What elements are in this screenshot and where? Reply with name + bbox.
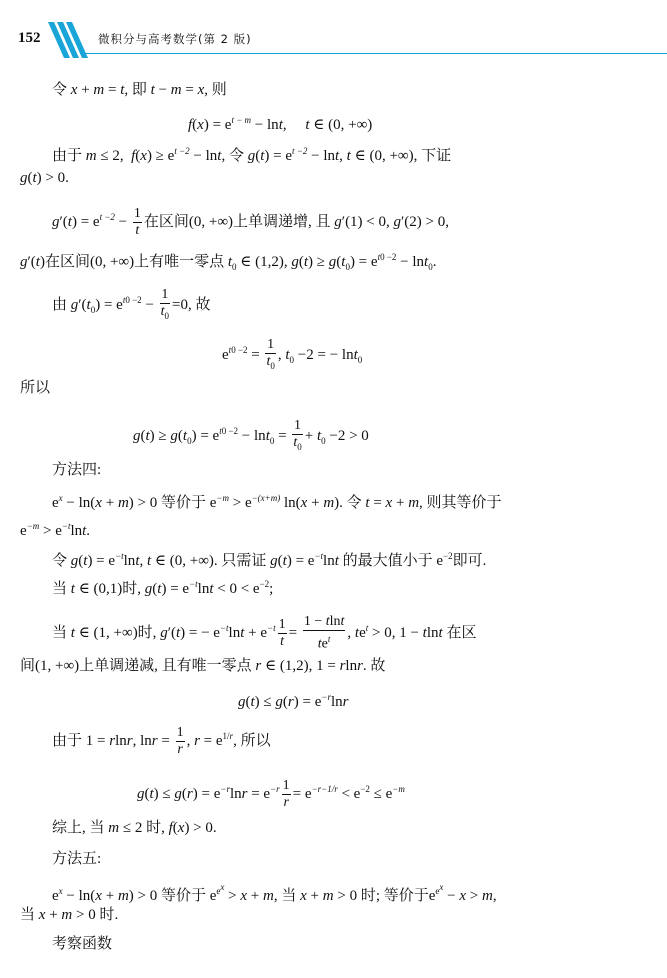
text-line-21: 综上, 当 m ≤ 2 时, f(x) > 0. [52, 820, 217, 836]
text-line-5: $g'(t) = e^{t -2}$ − $\frac{1}{t}$ 在区间(0, +∞)上单调递增, 且 g′(1) < 0, g′(2) > 0, [52, 206, 449, 238]
method-five-heading: 方法五: [52, 851, 102, 867]
text-line-13: $e^{-m} > e^{-t}\ln t$. [20, 521, 91, 539]
equation-g-bound: $g(t) \ge g(t_0) = e^{t0 -2} - \ln t_0$ = $\frac{1}{t_0}$ + $t_0 -2 > 0$ [133, 418, 369, 452]
text-line-12: $e^x - \ln(x + m) > 0$ 等价于 $e^{-m} > e^{-(x+m)}$ ln(x + m). 令 t = x + m, 则其等价于 [52, 493, 502, 511]
page-header [0, 0, 667, 62]
text-line-1: 令 x + m = t, 即 t − m = x, 则 [52, 82, 227, 98]
text-line-25: 考察函数 [52, 936, 113, 952]
header-rule [80, 53, 667, 54]
text-line-4: g(t) > 0. [20, 170, 69, 186]
equation-g-r: $g(t) \le g(r) = e^{-r}\ln r$ [238, 692, 349, 710]
equation-t0: $e^{t0 -2}$ = $\frac{1}{t_0}$ , $t_0 -2$ = − lnt$_0$ [222, 337, 363, 371]
equation-final-bound: $g(t) \le g(r) = e^{-r}\ln r = e^{-r}$ $\frac{1}{r}$ = $e^{-r-1/r} < e^{-2} \le e^{-m}$ [137, 778, 405, 810]
book-title: 微积分与高考数学(第 2 版) [98, 32, 252, 46]
text-line-14: 令 $g(t) = e^{-t}\ln t$, t ∈ (0, +∞). 只需证 $g(t) = e^{-t}\ln t$ 的最大值小于 $e^{-2}$即可. [52, 551, 487, 569]
page-number: 152 [18, 30, 41, 46]
text-line-16: 当 t ∈ (1, +∞)时, g′(t) = − $e^{-t}\ln t + e^{-t}$ $\frac{1}{t}$ = 1 − tlnt $te^t$ , $te^t > 0$, 1 − tlnt 在区 [52, 614, 477, 652]
text-line-17: 间(1, +∞)上单调递减, 且有唯一零点 r ∈ (1,2), 1 = rlnr. 故 [20, 658, 386, 674]
equation-f: $f(x) = e^{t - m} - \ln t$, t ∈ (0, +∞) [188, 115, 373, 133]
text-line-19: 由于 1 = rlnr, lnr = $\frac{1}{r}$ , $r = e^{1/r}$, 所以 [52, 725, 271, 757]
text-line-6: g′(t)在区间(0, +∞)上有唯一零点 $t_0$ ∈ (1,2), $g(t) \ge g(t_0) = e^{t0 -2} - \ln t_0$. [20, 252, 437, 272]
method-four-heading: 方法四: [52, 462, 102, 478]
text-line-3: 由于 m ≤ 2, $f(x) \ge e^{t -2} - \ln t$, 令 $g(t) = e^{t -2} - \ln t$, t ∈ (0, +∞), 下证 [52, 146, 452, 164]
text-line-15: 当 t ∈ (0,1)时, $g(t) = e^{-t}\ln t < 0 < e^{-2}$; [52, 579, 274, 597]
text-line-23: $e^x - \ln(x + m) > 0$ 等价于 $e^{e^x} > x + m$, 当 x + m > 0 时; 等价于$e^{e^x} - x > m$, [52, 882, 497, 904]
text-line-7: 由 $g'(t_0) = e^{t0 -2}$ − $\frac{1}{t_0}$ =0, 故 [52, 287, 211, 321]
text-line-24: 当 x + m > 0 时. [20, 907, 119, 923]
text-line-9: 所以 [20, 380, 51, 396]
